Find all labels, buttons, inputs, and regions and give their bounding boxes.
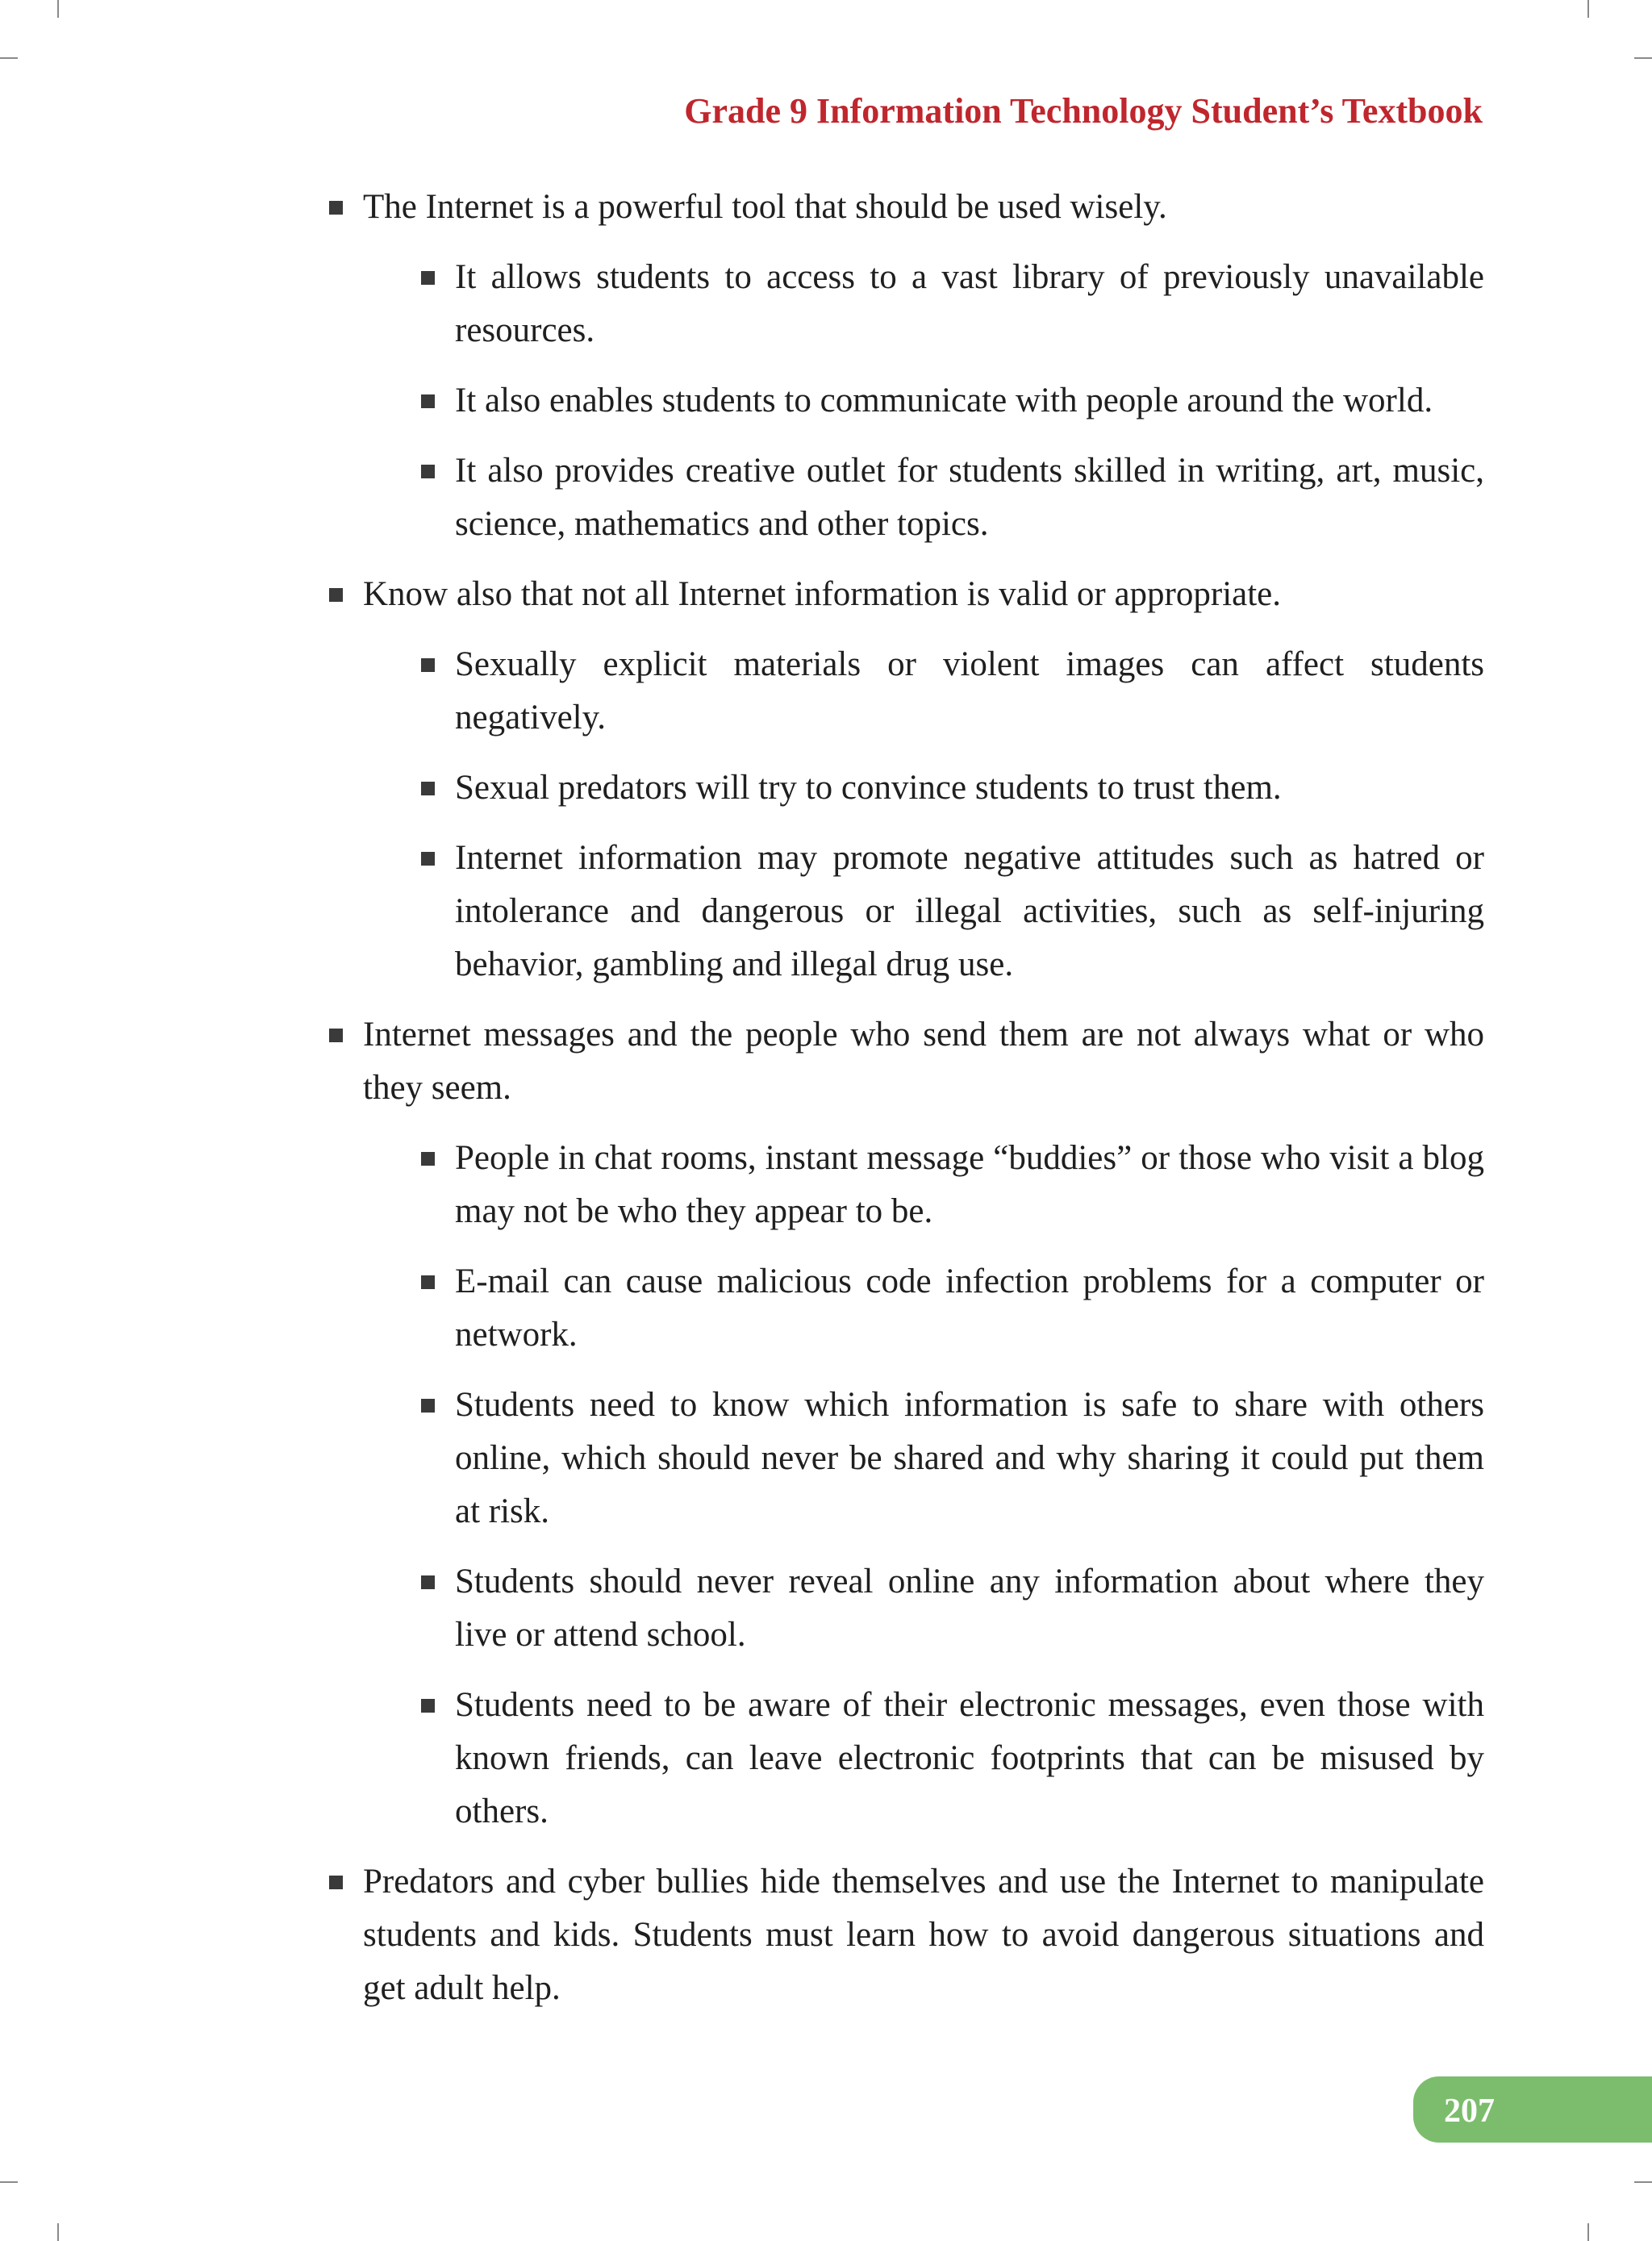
sub-list-item-text: Internet information may promote negative attitudes such as hatred or intolerance and dangerous or illegal activities, such as self-injuring behavior, gambling and illegal drug use. [455, 839, 1484, 983]
sub-list [363, 638, 1484, 991]
square-bullet-icon [329, 588, 343, 602]
crop-mark [1634, 2181, 1652, 2183]
square-bullet-icon [329, 1029, 343, 1042]
sub-list-item-text: It allows students to access to a vast library of previously unavailable resources. [455, 258, 1484, 349]
sub-list-item-text: It also provides creative outlet for students skilled in writing, art, music, science, mathematics and other topics. [455, 452, 1484, 543]
sub-list-item [421, 832, 1484, 991]
list-item-text: Predators and cyber bullies hide themselves and use the Internet to manipulate students and kids. Students must learn how to avoid dangerous situations and get adult help. [363, 1863, 1484, 2007]
list-item-text: Internet messages and the people who send them are not always what or who they seem. [363, 1016, 1484, 1107]
list-item-text: Know also that not all Internet information is valid or appropriate. [363, 575, 1282, 613]
sub-list-item-text: Sexually explicit materials or violent images can affect students negatively. [455, 645, 1484, 737]
square-bullet-icon [329, 201, 343, 215]
crop-mark [1587, 0, 1589, 18]
sub-list-item-text: Sexual predators will try to convince students to trust them. [455, 769, 1282, 807]
crop-mark [1587, 2223, 1589, 2241]
list-item [329, 568, 1484, 991]
list-item-text: The Internet is a powerful tool that should be used wisely. [363, 188, 1167, 226]
square-bullet-icon [421, 852, 435, 866]
sub-list-item [421, 444, 1484, 551]
page-number: 207 [1444, 2093, 1495, 2130]
sub-list-item [421, 638, 1484, 745]
square-bullet-icon [421, 1575, 435, 1589]
sub-list [363, 1132, 1484, 1838]
crop-mark [57, 2223, 59, 2241]
sub-list-item-text: People in chat rooms, instant message “buddies” or those who visit a blog may not be who they appear to be. [455, 1139, 1484, 1230]
sub-list-item-text: E-mail can cause malicious code infection problems for a computer or network. [455, 1262, 1484, 1354]
square-bullet-icon [421, 1152, 435, 1166]
square-bullet-icon [421, 394, 435, 408]
sub-list-item [421, 1255, 1484, 1362]
bullet-list [329, 181, 1484, 2015]
crop-mark [57, 0, 59, 18]
sub-list [363, 251, 1484, 551]
crop-mark [0, 2181, 18, 2183]
body-content [329, 181, 1484, 2032]
square-bullet-icon [421, 658, 435, 672]
sub-list-item-text: It also enables students to communicate with people around the world. [455, 382, 1433, 419]
square-bullet-icon [421, 465, 435, 478]
list-item [329, 1008, 1484, 1838]
sub-list-item-text: Students need to be aware of their electronic messages, even those with known friends, can leave electronic footprints that can be misused by others. [455, 1686, 1484, 1830]
sub-list-item [421, 1132, 1484, 1238]
square-bullet-icon [329, 1876, 343, 1889]
sub-list-item [421, 1555, 1484, 1662]
sub-list-item [421, 1379, 1484, 1538]
square-bullet-icon [421, 1275, 435, 1289]
crop-mark [0, 57, 18, 59]
square-bullet-icon [421, 1699, 435, 1713]
sub-list-item-text: Students need to know which information is safe to share with others online, which should never be shared and why sharing it could put them at risk. [455, 1386, 1484, 1530]
sub-list-item [421, 251, 1484, 357]
list-item [329, 181, 1484, 551]
square-bullet-icon [421, 1399, 435, 1413]
square-bullet-icon [421, 271, 435, 285]
list-item [329, 1855, 1484, 2015]
square-bullet-icon [421, 782, 435, 795]
running-header-title: Grade 9 Information Technology Student’s Textbook [684, 91, 1483, 131]
sub-list-item-text: Students should never reveal online any information about where they live or attend school. [455, 1563, 1484, 1654]
sub-list-item [421, 762, 1484, 815]
crop-mark [1634, 57, 1652, 59]
sub-list-item [421, 374, 1484, 428]
sub-list-item [421, 1679, 1484, 1838]
